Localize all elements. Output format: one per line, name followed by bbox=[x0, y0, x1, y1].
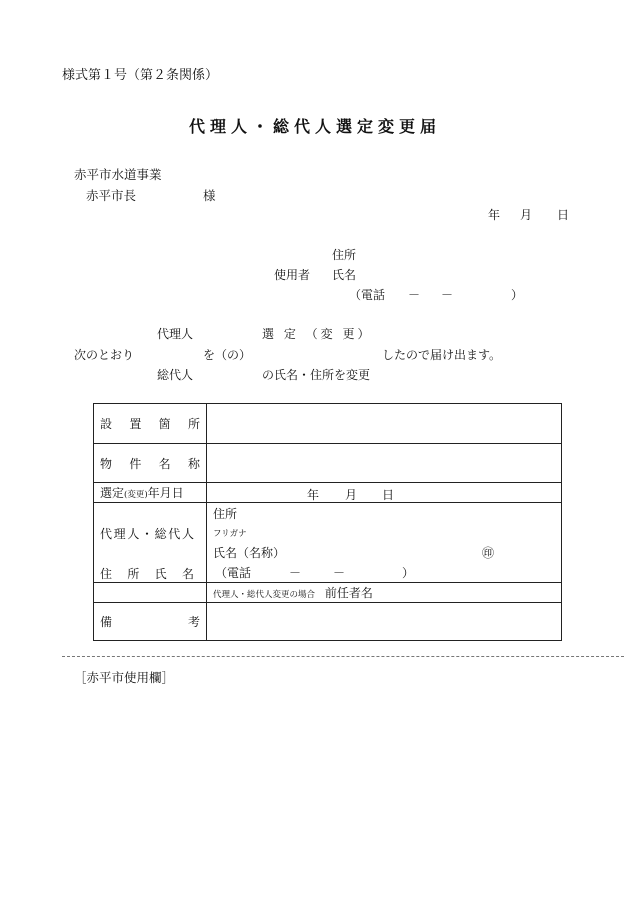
option-name-address-change: の氏名・住所を変更 bbox=[262, 368, 371, 382]
property-name-label-char: 物 bbox=[100, 456, 113, 471]
agent-label-line1-char: 人 bbox=[181, 527, 194, 541]
select-date-month: 月 bbox=[345, 488, 358, 502]
form-number: 様式第１号（第２条関係） bbox=[62, 68, 219, 83]
agent-tel-dash-1: － bbox=[289, 566, 302, 580]
applicant-tel-dash-1: － bbox=[408, 288, 421, 302]
agent-name-label: 氏名（名称） bbox=[213, 546, 286, 560]
install-location-label-char: 箇 bbox=[158, 417, 171, 431]
agent-info-label bbox=[94, 503, 207, 583]
select-date-field[interactable] bbox=[207, 483, 562, 503]
notification-form-table bbox=[93, 403, 562, 641]
select-date-label-b: (変更) bbox=[124, 490, 148, 500]
applicant-user-label: 使用者 bbox=[274, 268, 311, 282]
office-use-label: ［赤平市使用欄］ bbox=[74, 670, 175, 685]
agent-tel-open: （電話 bbox=[215, 566, 252, 580]
seal-mark: ㊞ bbox=[482, 546, 495, 560]
property-name-field[interactable] bbox=[207, 444, 562, 483]
agent-info-field[interactable] bbox=[207, 503, 562, 583]
agent-label-line1-char: 理 bbox=[113, 527, 126, 541]
applicant-address-label: 住所 bbox=[332, 248, 357, 262]
select-date-day: 日 bbox=[382, 488, 395, 502]
select-date-label-a: 選定 bbox=[100, 486, 125, 500]
property-name-label-char: 名 bbox=[158, 456, 171, 471]
agent-label-line1-char: 総 bbox=[154, 527, 167, 541]
install-location-label bbox=[94, 404, 207, 444]
property-name-label-char: 称 bbox=[187, 456, 200, 471]
date-month-label: 月 bbox=[520, 208, 533, 222]
option-agent: 代理人 bbox=[157, 327, 194, 341]
select-date-label-c: 年月日 bbox=[147, 486, 184, 500]
statement-lead: 次のとおり bbox=[74, 348, 135, 362]
applicant-name-label: 氏名 bbox=[332, 268, 357, 282]
agent-label-line1-char: 人 bbox=[127, 527, 140, 541]
agent-label-line1-char: ・ bbox=[140, 527, 153, 541]
date-year-label: 年 bbox=[488, 208, 501, 222]
option-select-change: 選 定 （変 更） bbox=[262, 327, 373, 341]
select-date-label bbox=[94, 483, 207, 503]
property-name-label-char: 件 bbox=[129, 456, 142, 471]
previous-agent-field[interactable] bbox=[207, 583, 562, 603]
option-general-agent: 総代人 bbox=[157, 368, 194, 382]
agent-label-line1-char: 代 bbox=[168, 527, 181, 541]
applicant-tel-dash-2: － bbox=[441, 288, 454, 302]
dashed-separator bbox=[62, 656, 624, 657]
install-location-label-char: 置 bbox=[129, 417, 142, 431]
remarks-field[interactable] bbox=[207, 603, 562, 641]
previous-agent-name-label: 前任者名 bbox=[324, 586, 373, 600]
statement-particle: を（の） bbox=[203, 348, 252, 362]
agent-address-label: 住所 bbox=[213, 507, 238, 521]
install-location-label-char: 設 bbox=[100, 417, 113, 431]
addressee-honorific: 様 bbox=[203, 188, 216, 203]
agent-label-line2-char: 住 bbox=[100, 567, 113, 581]
remarks-label-char: 考 bbox=[187, 615, 200, 629]
agent-label-line2-char: 氏 bbox=[154, 567, 167, 581]
agent-tel-dash-2: － bbox=[333, 566, 346, 580]
date-day-label: 日 bbox=[557, 208, 570, 222]
previous-agent-note: 代理人・総代人変更の場合 bbox=[213, 590, 316, 600]
addressee-organization: 赤平市水道事業 bbox=[74, 167, 162, 182]
install-location-field[interactable] bbox=[207, 404, 562, 444]
agent-label-line2-char: 名 bbox=[181, 567, 194, 581]
remarks-label bbox=[94, 603, 207, 641]
statement-tail: したので届け出ます。 bbox=[382, 348, 502, 362]
agent-label-line1-char: 代 bbox=[100, 527, 113, 541]
remarks-label-char: 備 bbox=[100, 615, 113, 629]
previous-agent-label-blank bbox=[94, 583, 207, 603]
agent-tel-close: ） bbox=[402, 566, 415, 580]
property-name-label bbox=[94, 444, 207, 483]
select-date-year: 年 bbox=[307, 488, 320, 502]
install-location-label-char: 所 bbox=[187, 417, 200, 431]
applicant-tel-open: （電話 bbox=[349, 288, 386, 302]
agent-furigana-label: フリガナ bbox=[213, 529, 247, 539]
addressee-mayor: 赤平市長 bbox=[86, 188, 137, 203]
document-title: 代理人・総代人選定変更届 bbox=[188, 117, 441, 136]
agent-label-line2-char: 所 bbox=[127, 567, 140, 581]
applicant-tel-close: ） bbox=[511, 288, 524, 302]
